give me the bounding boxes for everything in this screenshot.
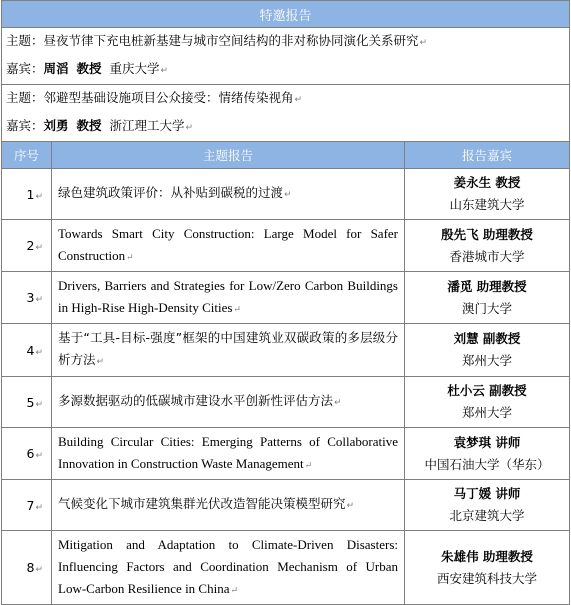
featured-topic-line: 主题：昼夜节律下充电桩新基建与城市空间结构的非对称协同演化关系研究↵ bbox=[6, 33, 428, 48]
guest-org: 郑州大学 bbox=[461, 353, 512, 368]
row-number: 7↵ bbox=[2, 480, 52, 531]
row-number-text: 7 bbox=[26, 497, 35, 513]
table-row bbox=[2, 220, 570, 272]
guest-org: 北京建筑大学 bbox=[449, 508, 525, 523]
row-number: 4↵ bbox=[2, 324, 52, 377]
guest-org: 郑州大学 bbox=[461, 405, 512, 420]
row-number: 2↵ bbox=[2, 220, 52, 272]
header-num: 序号 bbox=[2, 142, 52, 169]
row-topic-text: Drivers, Barriers and Strategies for Low/Zero Carbon Buildings in High-Rise High-Density Cities bbox=[58, 278, 398, 315]
featured-row-1 bbox=[2, 28, 570, 85]
row-topic: 基于“工具-目标-强度”框架的中国建筑业双碳政策的多层级分析方法↵ bbox=[52, 324, 405, 377]
guest-name: 刘勇 bbox=[43, 118, 69, 133]
guest-name: 潘觅 助理教授 bbox=[447, 278, 527, 294]
row-topic-text: 绿色建筑政策评价：从补贴到碳税的过渡 bbox=[58, 185, 284, 200]
featured-guest-line: 嘉宾：周滔 教授 重庆大学↵ bbox=[6, 61, 169, 76]
row-guest bbox=[405, 272, 570, 324]
row-number-text: 3 bbox=[26, 290, 35, 305]
row-guest bbox=[405, 220, 570, 272]
featured-topic: 邻避型基础设施项目公众接受：情绪传染视角 bbox=[43, 90, 294, 105]
row-number-text: 1 bbox=[26, 186, 35, 202]
row-number-text: 8 bbox=[26, 560, 35, 575]
row-topic: Towards Smart City Construction: Large Model for Safer Construction↵ bbox=[52, 220, 405, 272]
table-row bbox=[2, 272, 570, 324]
schedule-table bbox=[1, 0, 570, 605]
guest-name: 朱雄伟 助理教授 bbox=[441, 548, 533, 564]
table-row bbox=[2, 480, 570, 531]
guest-name: 马丁媛 讲师 bbox=[453, 486, 521, 501]
guest-label: 嘉宾： bbox=[6, 118, 44, 133]
report-rows bbox=[2, 169, 570, 605]
banner-row bbox=[2, 1, 570, 28]
row-number: 5↵ bbox=[2, 377, 52, 428]
table-row bbox=[2, 428, 570, 480]
topic-label: 主题： bbox=[6, 90, 44, 105]
row-topic: Drivers, Barriers and Strategies for Low/Zero Carbon Buildings in High-Rise High-Density Cities↵ bbox=[52, 272, 405, 324]
guest-name: 袁梦琪 讲师 bbox=[453, 434, 521, 450]
featured-topic: 昼夜节律下充电桩新基建与城市空间结构的非对称协同演化关系研究 bbox=[43, 33, 419, 48]
header-topic: 主题报告 bbox=[52, 142, 405, 169]
guest-org: 香港城市大学 bbox=[449, 248, 525, 264]
row-topic: 多源数据驱动的低碳城市建设水平创新性评估方法↵ bbox=[52, 377, 405, 428]
featured-row-2 bbox=[2, 85, 570, 142]
featured-cell-2 bbox=[2, 85, 570, 142]
row-number-text: 4 bbox=[26, 342, 35, 358]
row-topic-text: Mitigation and Adaptation to Climate-Driven Disasters: Influencing Factors and Coordination Mechanism of Urban Low-Carbon Resilience in China bbox=[58, 537, 398, 596]
row-topic-text: 多源数据驱动的低碳城市建设水平创新性评估方法 bbox=[58, 393, 334, 408]
guest-org: 重庆大学 bbox=[109, 61, 160, 76]
guest-title: 教授 bbox=[76, 118, 102, 133]
topic-label: 主题： bbox=[6, 33, 44, 48]
table-row bbox=[2, 377, 570, 428]
table-row bbox=[2, 324, 570, 377]
guest-name: 刘慧 副教授 bbox=[453, 331, 521, 346]
row-guest bbox=[405, 480, 570, 531]
featured-guest-line: 嘉宾：刘勇 教授 浙江理工大学↵ bbox=[6, 118, 194, 133]
row-number: 1↵ bbox=[2, 169, 52, 220]
row-topic: 绿色建筑政策评价：从补贴到碳税的过渡↵ bbox=[52, 169, 405, 220]
banner-title: 特邀报告 bbox=[2, 1, 570, 28]
row-guest bbox=[405, 531, 570, 605]
guest-name: 殷先飞 助理教授 bbox=[441, 226, 533, 242]
row-topic: Building Circular Cities: Emerging Patterns of Collaborative Innovation in Construction Waste Management↵ bbox=[52, 428, 405, 480]
guest-org: 中国石油大学（华东） bbox=[424, 456, 550, 472]
row-guest bbox=[405, 169, 570, 220]
table-row bbox=[2, 531, 570, 605]
featured-topic-line: 主题：邻避型基础设施项目公众接受：情绪传染视角↵ bbox=[6, 90, 303, 105]
row-topic-text: 气候变化下城市建筑集群光伏改造智能决策模型研究 bbox=[58, 496, 346, 511]
guest-name: 杜小云 副教授 bbox=[447, 383, 527, 398]
guest-org: 山东建筑大学 bbox=[449, 197, 525, 212]
row-topic: Mitigation and Adaptation to Climate-Driven Disasters: Influencing Factors and Coordination Mechanism of Urban Low-Carbon Resilience in China↵ bbox=[52, 531, 405, 605]
guest-name: 姜永生 教授 bbox=[453, 175, 521, 190]
guest-name: 周滔 bbox=[43, 61, 69, 76]
guest-label: 嘉宾： bbox=[6, 61, 44, 76]
row-topic-text: Building Circular Cities: Emerging Patterns of Collaborative Innovation in Construction Waste Management bbox=[58, 434, 398, 471]
row-number-text: 6 bbox=[26, 446, 35, 461]
row-topic: 气候变化下城市建筑集群光伏改造智能决策模型研究↵ bbox=[52, 480, 405, 531]
column-header-row bbox=[2, 142, 570, 169]
row-number-text: 2 bbox=[26, 238, 35, 253]
row-topic-text: 基于“工具-目标-强度”框架的中国建筑业双碳政策的多层级分析方法 bbox=[58, 330, 398, 367]
row-guest bbox=[405, 324, 570, 377]
guest-org: 西安建筑科技大学 bbox=[436, 570, 537, 586]
row-topic-text: Towards Smart City Construction: Large Model for Safer Construction bbox=[58, 226, 398, 263]
table-row bbox=[2, 169, 570, 220]
row-number: 6↵ bbox=[2, 428, 52, 480]
guest-title: 教授 bbox=[76, 61, 102, 76]
header-guest: 报告嘉宾 bbox=[405, 142, 570, 169]
featured-cell-1 bbox=[2, 28, 570, 85]
guest-org: 浙江理工大学 bbox=[109, 118, 185, 133]
row-guest bbox=[405, 428, 570, 480]
guest-org: 澳门大学 bbox=[461, 300, 512, 316]
row-guest bbox=[405, 377, 570, 428]
row-number: 3↵ bbox=[2, 272, 52, 324]
row-number-text: 5 bbox=[26, 394, 35, 410]
row-number: 8↵ bbox=[2, 531, 52, 605]
